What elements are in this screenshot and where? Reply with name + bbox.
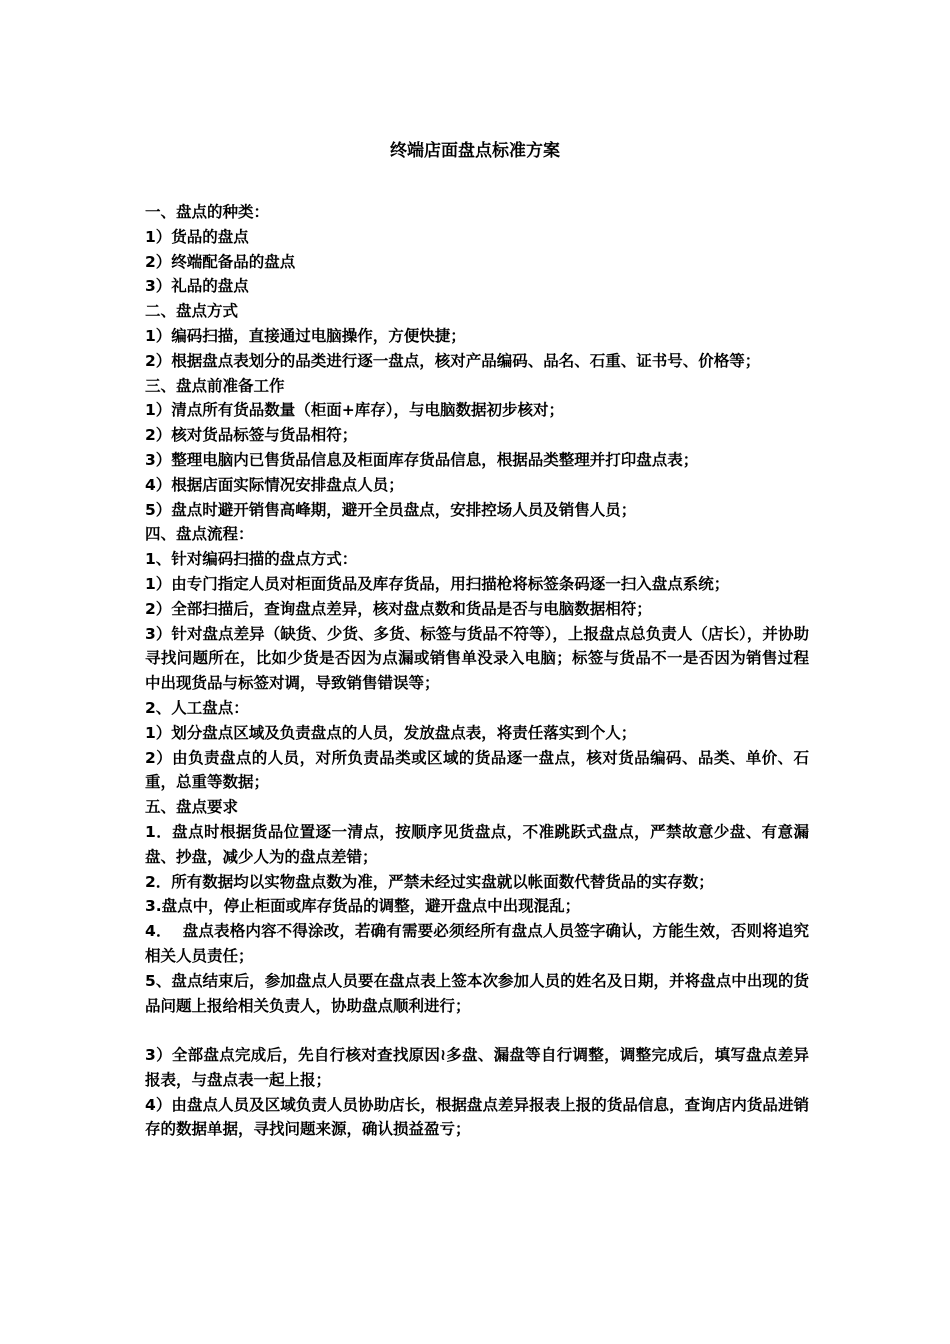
body-line: 2）全部扫描后，查询盘点差异，核对盘点数和货品是否与电脑数据相符； [145,599,652,618]
body-line: 2）根据盘点表划分的品类进行逐一盘点，核对产品编码、品名、石重、证书号、价格等； [145,351,761,370]
body-line: 四、盘点流程： [145,525,254,544]
body-line: 4）由盘点人员及区域负责人员协助店长，根据盘点差异报表上报的货品信息，查询店内货品进销存的数据单据，寻找问题来源，确认损益盈亏； [145,1095,809,1139]
body-line: 一、盘点的种类： [145,203,270,221]
body-line: 1）划分盘点区域及负责盘点的人员，发放盘点表，将责任落实到个人； [145,723,637,742]
blank-line [145,1018,809,1043]
body-line: 1）清点所有货品数量（柜面+库存），与电脑数据初步核对； [145,401,565,420]
body-line: 3）全部盘点完成后，先自行核对查找原因≀多盘、漏盘等自行调整，调整完成后，填写盘点差异报表，与盘点表一起上报； [145,1046,809,1089]
body-line: 2）由负责盘点的人员，对所负责品类或区域的货品逐一盘点，核对货品编码、品类、单价、石重，总重等数据； [145,748,809,792]
body-line: 2．所有数据均以实物盘点数为准，严禁未经过实盘就以帐面数代替货品的实存数； [145,872,714,891]
body-line: 5）盘点时避开销售高峰期，避开全员盘点，安排控场人员及销售人员； [145,500,637,519]
body-line: 5、盘点结束后，参加盘点人员要在盘点表上签本次参加人员的姓名及日期，并将盘点中出现的货品问题上报给相关负责人，协助盘点顺利进行； [145,971,809,1015]
body-line: 4． 盘点表格内容不得涂改，若确有需要必须经所有盘点人员签字确认，方能生效，否则将追究相关人员责任； [145,922,809,965]
body-line: 4）根据店面实际情况安排盘点人员； [145,475,404,494]
body-line: 2）终端配备品的盘点 [145,252,296,271]
body-line: 3）礼品的盘点 [145,277,249,296]
body-line: 1）编码扫描，直接通过电脑操作，方便快捷； [145,326,466,345]
body-line: 2）核对货品标签与货品相符； [145,426,358,445]
document-body [145,200,809,1142]
body-line: 三、盘点前准备工作 [145,376,285,395]
body-line: 1）货品的盘点 [145,227,249,246]
body-line: 3）整理电脑内已售货品信息及柜面库存货品信息，根据品类整理并打印盘点表； [145,450,699,469]
document-title: 终端店面盘点标准方案 [390,141,560,161]
body-line: 3）针对盘点差异（缺货、少货、多货、标签与货品不符等），上报盘点总负责人（店长），并协助寻找问题所在，比如少货是否因为点漏或销售单没录入电脑；标签与货品不一是否因为销售过程中出现货品与标签对调，导致销售错误等； [145,624,809,693]
body-line: 1）由专门指定人员对柜面货品及库存货品，用扫描枪将标签条码逐一扫入盘点系统； [145,574,730,593]
body-line: 二、盘点方式 [145,302,239,321]
body-line: 3.盘点中，停止柜面或库存货品的调整，避开盘点中出现混乱； [145,897,581,916]
body-line: 1、针对编码扫描的盘点方式： [145,550,358,569]
body-line: 1．盘点时根据货品位置逐一清点，按顺序见货盘点，不准跳跃式盘点，严禁故意少盘、有意漏盘、抄盘，减少人为的盘点差错； [145,822,809,866]
body-line: 五、盘点要求 [145,798,239,817]
body-line: 2、人工盘点： [145,698,249,717]
